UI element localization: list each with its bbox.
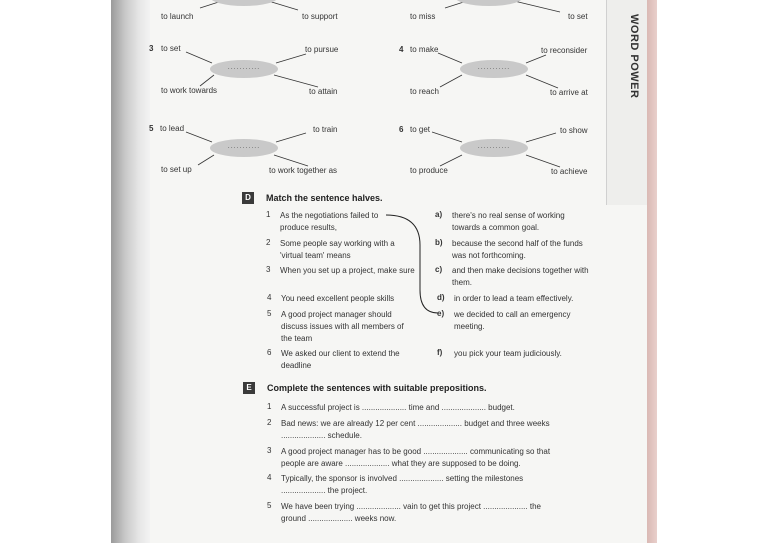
exercise-sentence: .................... schedule. xyxy=(281,431,362,440)
exercise-sentence: .................... the project. xyxy=(281,486,368,495)
match-left-text: As the negotiations failed to xyxy=(280,211,379,220)
match-left-number: 4 xyxy=(267,293,272,302)
match-right-letter: c) xyxy=(435,265,443,274)
diagram-5-bottom-right: to work together as xyxy=(269,166,338,175)
diagram-5-top-right: to train xyxy=(313,125,338,134)
exercise-number: 5 xyxy=(267,501,272,510)
match-right-text: in order to lead a team effectively. xyxy=(454,294,574,303)
diagram-4-bottom-right: to arrive at xyxy=(550,88,588,97)
match-left-number: 2 xyxy=(266,238,271,247)
match-right-letter: e) xyxy=(437,309,445,318)
diagram-3-top-right: to pursue xyxy=(305,45,339,54)
diagram-3-number: 3 xyxy=(149,44,154,53)
diagram-5-blank: ........... xyxy=(210,139,278,157)
exercise-number: 4 xyxy=(267,473,272,482)
match-right-text: meeting. xyxy=(454,322,485,331)
match-right-letter: d) xyxy=(437,293,445,302)
diagram-5-top-left: to lead xyxy=(160,124,185,133)
match-left-number: 3 xyxy=(266,265,271,274)
exercise-sentence: ground .................... weeks now. xyxy=(281,514,397,523)
match-right-text: towards a common goal. xyxy=(452,223,540,232)
match-right-text: we decided to call an emergency xyxy=(454,310,571,319)
diagram-6-number: 6 xyxy=(399,125,404,134)
match-left-text: 'virtual team' means xyxy=(280,251,351,260)
match-left-text: You need excellent people skills xyxy=(281,294,395,303)
section-e-title: Complete the sentences with suitable prepositions. xyxy=(267,383,487,393)
diagram-5-number: 5 xyxy=(149,124,154,133)
match-left-number: 1 xyxy=(266,210,271,219)
match-left-text: deadline xyxy=(281,361,312,370)
exercise-sentence: Typically, the sponsor is involved .................... setting the milestones xyxy=(281,474,524,483)
diagram-6-bottom-right: to achieve xyxy=(551,167,588,176)
diagram-5-bottom-left: to set up xyxy=(161,165,192,174)
match-left-text: discuss issues with all members of xyxy=(281,322,404,331)
match-right-text: because the second half of the funds xyxy=(452,239,583,248)
match-left-text: Some people say working with a xyxy=(280,239,395,248)
diagram-6-top-right: to show xyxy=(560,126,588,135)
match-left-text: When you set up a project, make sure xyxy=(280,266,415,275)
match-left-text: produce results, xyxy=(280,223,337,232)
match-right-letter: b) xyxy=(435,238,443,247)
diagram-2-bottom-left: to miss xyxy=(410,12,436,21)
exercise-number: 1 xyxy=(267,402,272,411)
match-right-text: was not forthcoming. xyxy=(452,251,526,260)
diagram-1-bottom-right: to support xyxy=(302,12,338,21)
match-right-text: them. xyxy=(452,278,473,287)
exercise-number: 2 xyxy=(267,418,272,427)
exercise-number: 3 xyxy=(267,446,272,455)
match-left-number: 6 xyxy=(267,348,272,357)
diagram-4-blank: ........... xyxy=(460,60,528,78)
diagram-6-bottom-left: to produce xyxy=(410,166,448,175)
exercise-sentence: A good project manager has to be good .................... communicating so that xyxy=(281,447,551,456)
diagram-3-blank: ........... xyxy=(210,60,278,78)
match-left-text: the team xyxy=(281,334,313,343)
exercise-sentence: Bad news: we are already 12 per cent .................... budget and three weeks xyxy=(281,419,550,428)
section-d-title: Match the sentence halves. xyxy=(266,193,383,203)
match-left-text: We asked our client to extend the xyxy=(281,349,400,358)
diagram-3-bottom-right: to attain xyxy=(309,87,338,96)
match-left-text: A good project manager should xyxy=(281,310,392,319)
section-d-label: D xyxy=(242,192,254,204)
diagram-1-bottom-left: to launch xyxy=(161,12,194,21)
match-right-letter: f) xyxy=(437,348,443,357)
exercise-sentence: We have been trying .................... vain to get this project .................... the xyxy=(281,502,541,511)
sidebar-tab-title: WORD POWER xyxy=(628,14,640,99)
match-left-number: 5 xyxy=(267,309,272,318)
diagram-2-bottom-right: to set xyxy=(568,12,588,21)
section-e-label: E xyxy=(243,382,255,394)
diagram-4-top-right: to reconsider xyxy=(541,46,588,55)
exercise-sentence: people are aware .................... what they are supposed to be doing. xyxy=(281,459,521,468)
match-right-letter: a) xyxy=(435,210,443,219)
diagram-4-number: 4 xyxy=(399,45,404,54)
match-right-text: you pick your team judiciously. xyxy=(454,349,562,358)
diagram-3-bottom-left: to work towards xyxy=(161,86,218,95)
exercise-sentence: A successful project is .................... time and .................... budget. xyxy=(281,403,515,412)
diagram-4-bottom-left: to reach xyxy=(410,87,439,96)
diagram-3-top-left: to set xyxy=(161,44,181,53)
diagram-4-top-left: to make xyxy=(410,45,439,54)
diagram-6-top-left: to get xyxy=(410,125,431,134)
diagram-6-blank: ........... xyxy=(460,139,528,157)
match-right-text: and then make decisions together with xyxy=(452,266,589,275)
match-right-text: there's no real sense of working xyxy=(452,211,565,220)
